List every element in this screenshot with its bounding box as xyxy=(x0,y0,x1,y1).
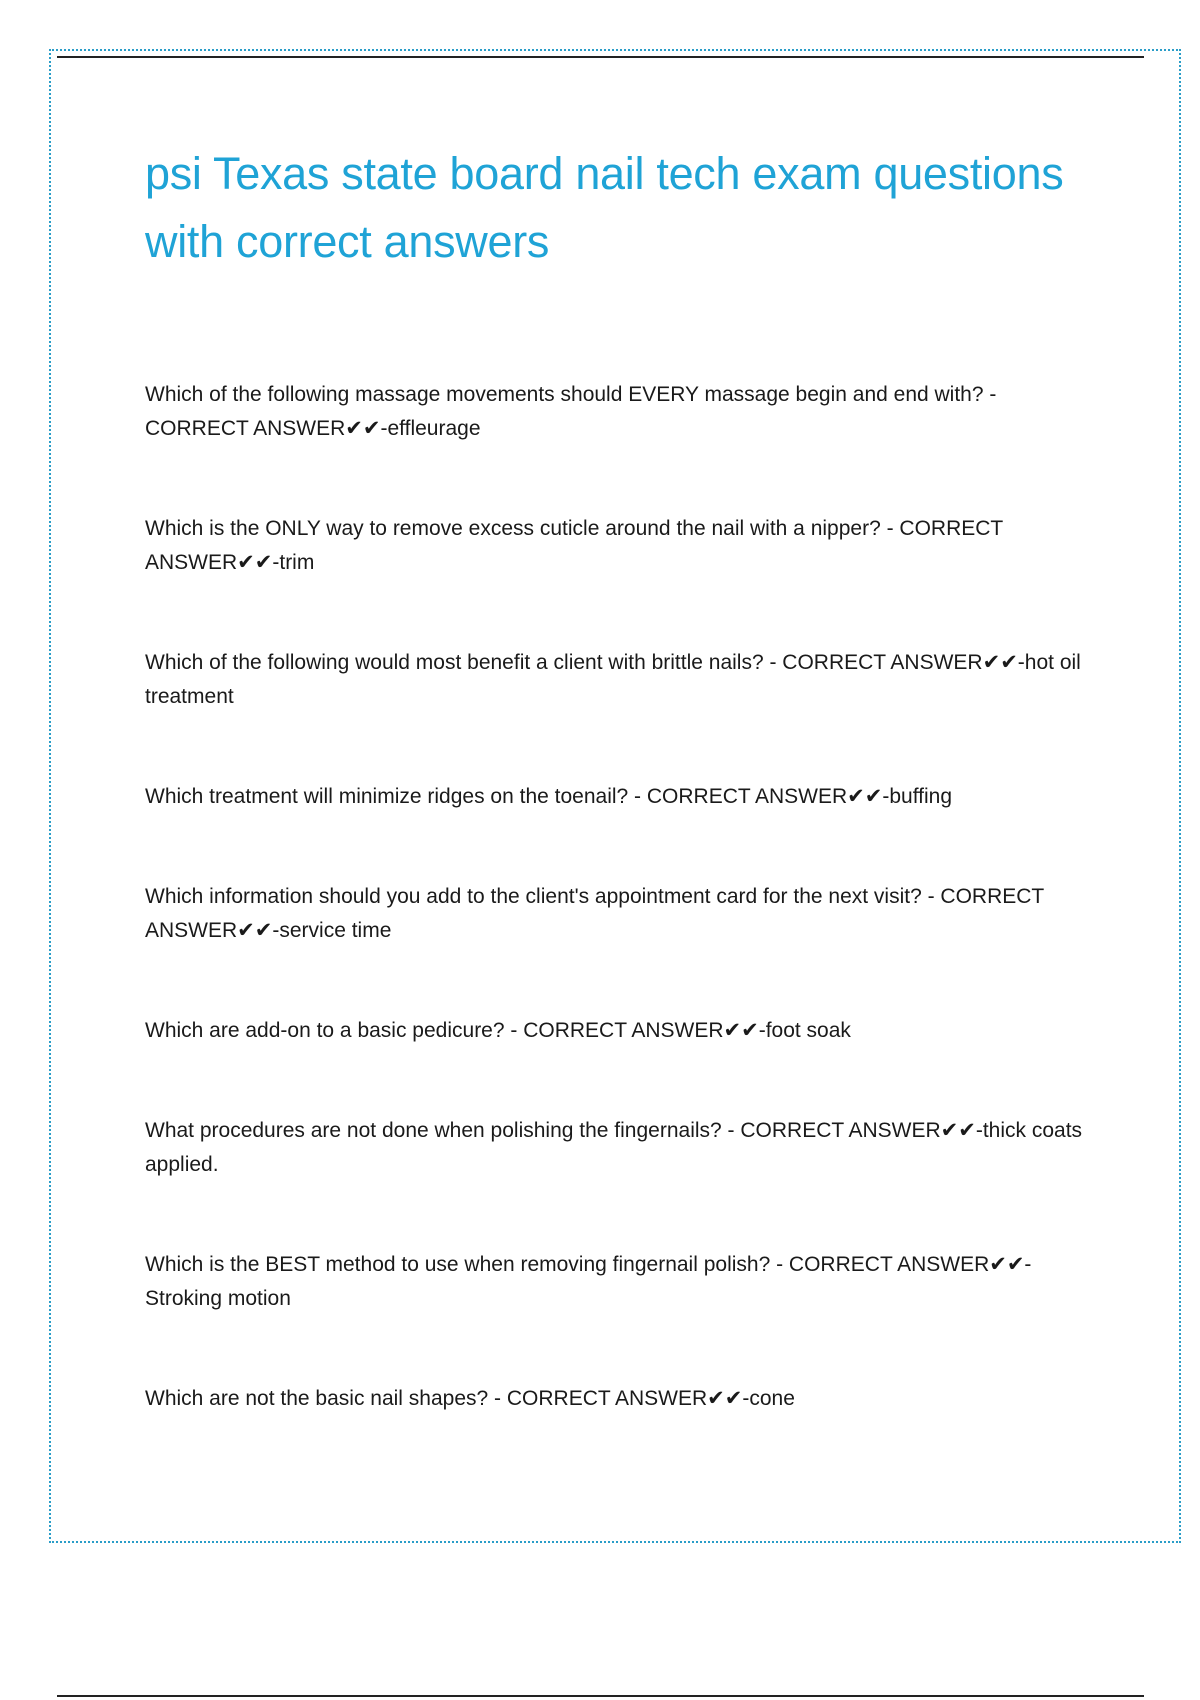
qa-list xyxy=(145,378,1090,1416)
qa-item: Which of the following would most benefit a client with brittle nails? - CORRECT ANSWER✔✔-hot oil treatment xyxy=(145,651,1081,708)
qa-item: Which information should you add to the client's appointment card for the next visit? - CORRECT ANSWER✔✔-service time xyxy=(145,885,1044,942)
qa-item: Which treatment will minimize ridges on the toenail? - CORRECT ANSWER✔✔-buffing xyxy=(145,785,953,808)
qa-item: Which is the BEST method to use when removing fingernail polish? - CORRECT ANSWER✔✔-Stroking motion xyxy=(145,1253,1032,1310)
header-rule xyxy=(57,56,1144,58)
document-title: psi Texas state board nail tech exam questions with correct answers xyxy=(145,148,1064,267)
qa-item: Which of the following massage movements should EVERY massage begin and end with? - CORRECT ANSWER✔✔-effleurage xyxy=(145,383,997,440)
qa-item: Which are add-on to a basic pedicure? - CORRECT ANSWER✔✔-foot soak xyxy=(145,1019,851,1042)
qa-item: Which are not the basic nail shapes? - CORRECT ANSWER✔✔-cone xyxy=(145,1387,795,1410)
qa-item: What procedures are not done when polishing the fingernails? - CORRECT ANSWER✔✔-thick coats applied. xyxy=(145,1119,1083,1176)
footer-rule xyxy=(57,1695,1144,1697)
qa-item: Which is the ONLY way to remove excess cuticle around the nail with a nipper? - CORRECT ANSWER✔✔-trim xyxy=(145,517,1003,574)
